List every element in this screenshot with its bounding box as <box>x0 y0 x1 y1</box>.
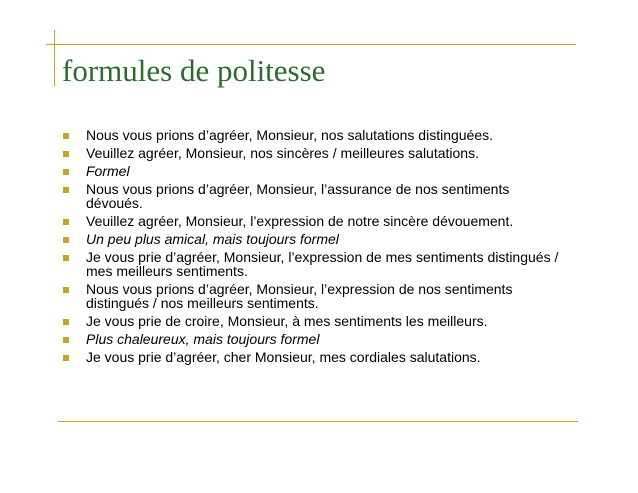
list-item-text: Nous vous prions d’agréer, Monsieur, l’assurance de nos sentiments dévoués. <box>86 181 510 211</box>
square-bullet-icon <box>63 319 69 325</box>
list-item <box>62 332 562 346</box>
list-item-text: Je vous prie d’agréer, cher Monsieur, mes cordiales salutations. <box>86 349 481 365</box>
list-item-text: Nous vous prions d’agréer, Monsieur, l’expression de nos sentiments distingués / nos meilleurs sentiments. <box>86 281 513 311</box>
list-item-text: Je vous prie de croire, Monsieur, à mes sentiments les meilleurs. <box>86 313 488 329</box>
list-item-text: Plus chaleureux, mais toujours formel <box>86 331 320 347</box>
list-item-text: Je vous prie d’agréer, Monsieur, l’expression de mes sentiments distingués / mes meilleurs sentiments. <box>86 249 559 279</box>
list-item <box>62 146 562 160</box>
square-bullet-icon <box>63 169 69 175</box>
list-item <box>62 214 562 228</box>
list-item <box>62 250 562 278</box>
square-bullet-icon <box>63 133 69 139</box>
square-bullet-icon <box>63 187 69 193</box>
list-item <box>62 182 562 210</box>
bullet-list <box>62 128 562 368</box>
top-rule <box>46 44 576 45</box>
square-bullet-icon <box>63 255 69 261</box>
square-bullet-icon <box>63 355 69 361</box>
slide-title: formules de politesse <box>62 53 326 88</box>
square-bullet-icon <box>63 237 69 243</box>
list-item <box>62 232 562 246</box>
list-item <box>62 282 562 310</box>
square-bullet-icon <box>63 337 69 343</box>
list-item <box>62 350 562 364</box>
list-item <box>62 314 562 328</box>
list-item-text: Formel <box>86 163 130 179</box>
square-bullet-icon <box>63 287 69 293</box>
list-item-text: Veuillez agréer, Monsieur, l’expression de notre sincère dévouement. <box>86 213 514 229</box>
list-item-text: Nous vous prions d’agréer, Monsieur, nos salutations distinguées. <box>86 127 494 143</box>
square-bullet-icon <box>63 151 69 157</box>
square-bullet-icon <box>63 219 69 225</box>
bottom-rule <box>58 421 578 422</box>
list-item <box>62 164 562 178</box>
list-item-text: Un peu plus amical, mais toujours formel <box>86 231 339 247</box>
list-item <box>62 128 562 142</box>
left-rule <box>54 30 55 86</box>
list-item-text: Veuillez agréer, Monsieur, nos sincères / meilleures salutations. <box>86 145 479 161</box>
